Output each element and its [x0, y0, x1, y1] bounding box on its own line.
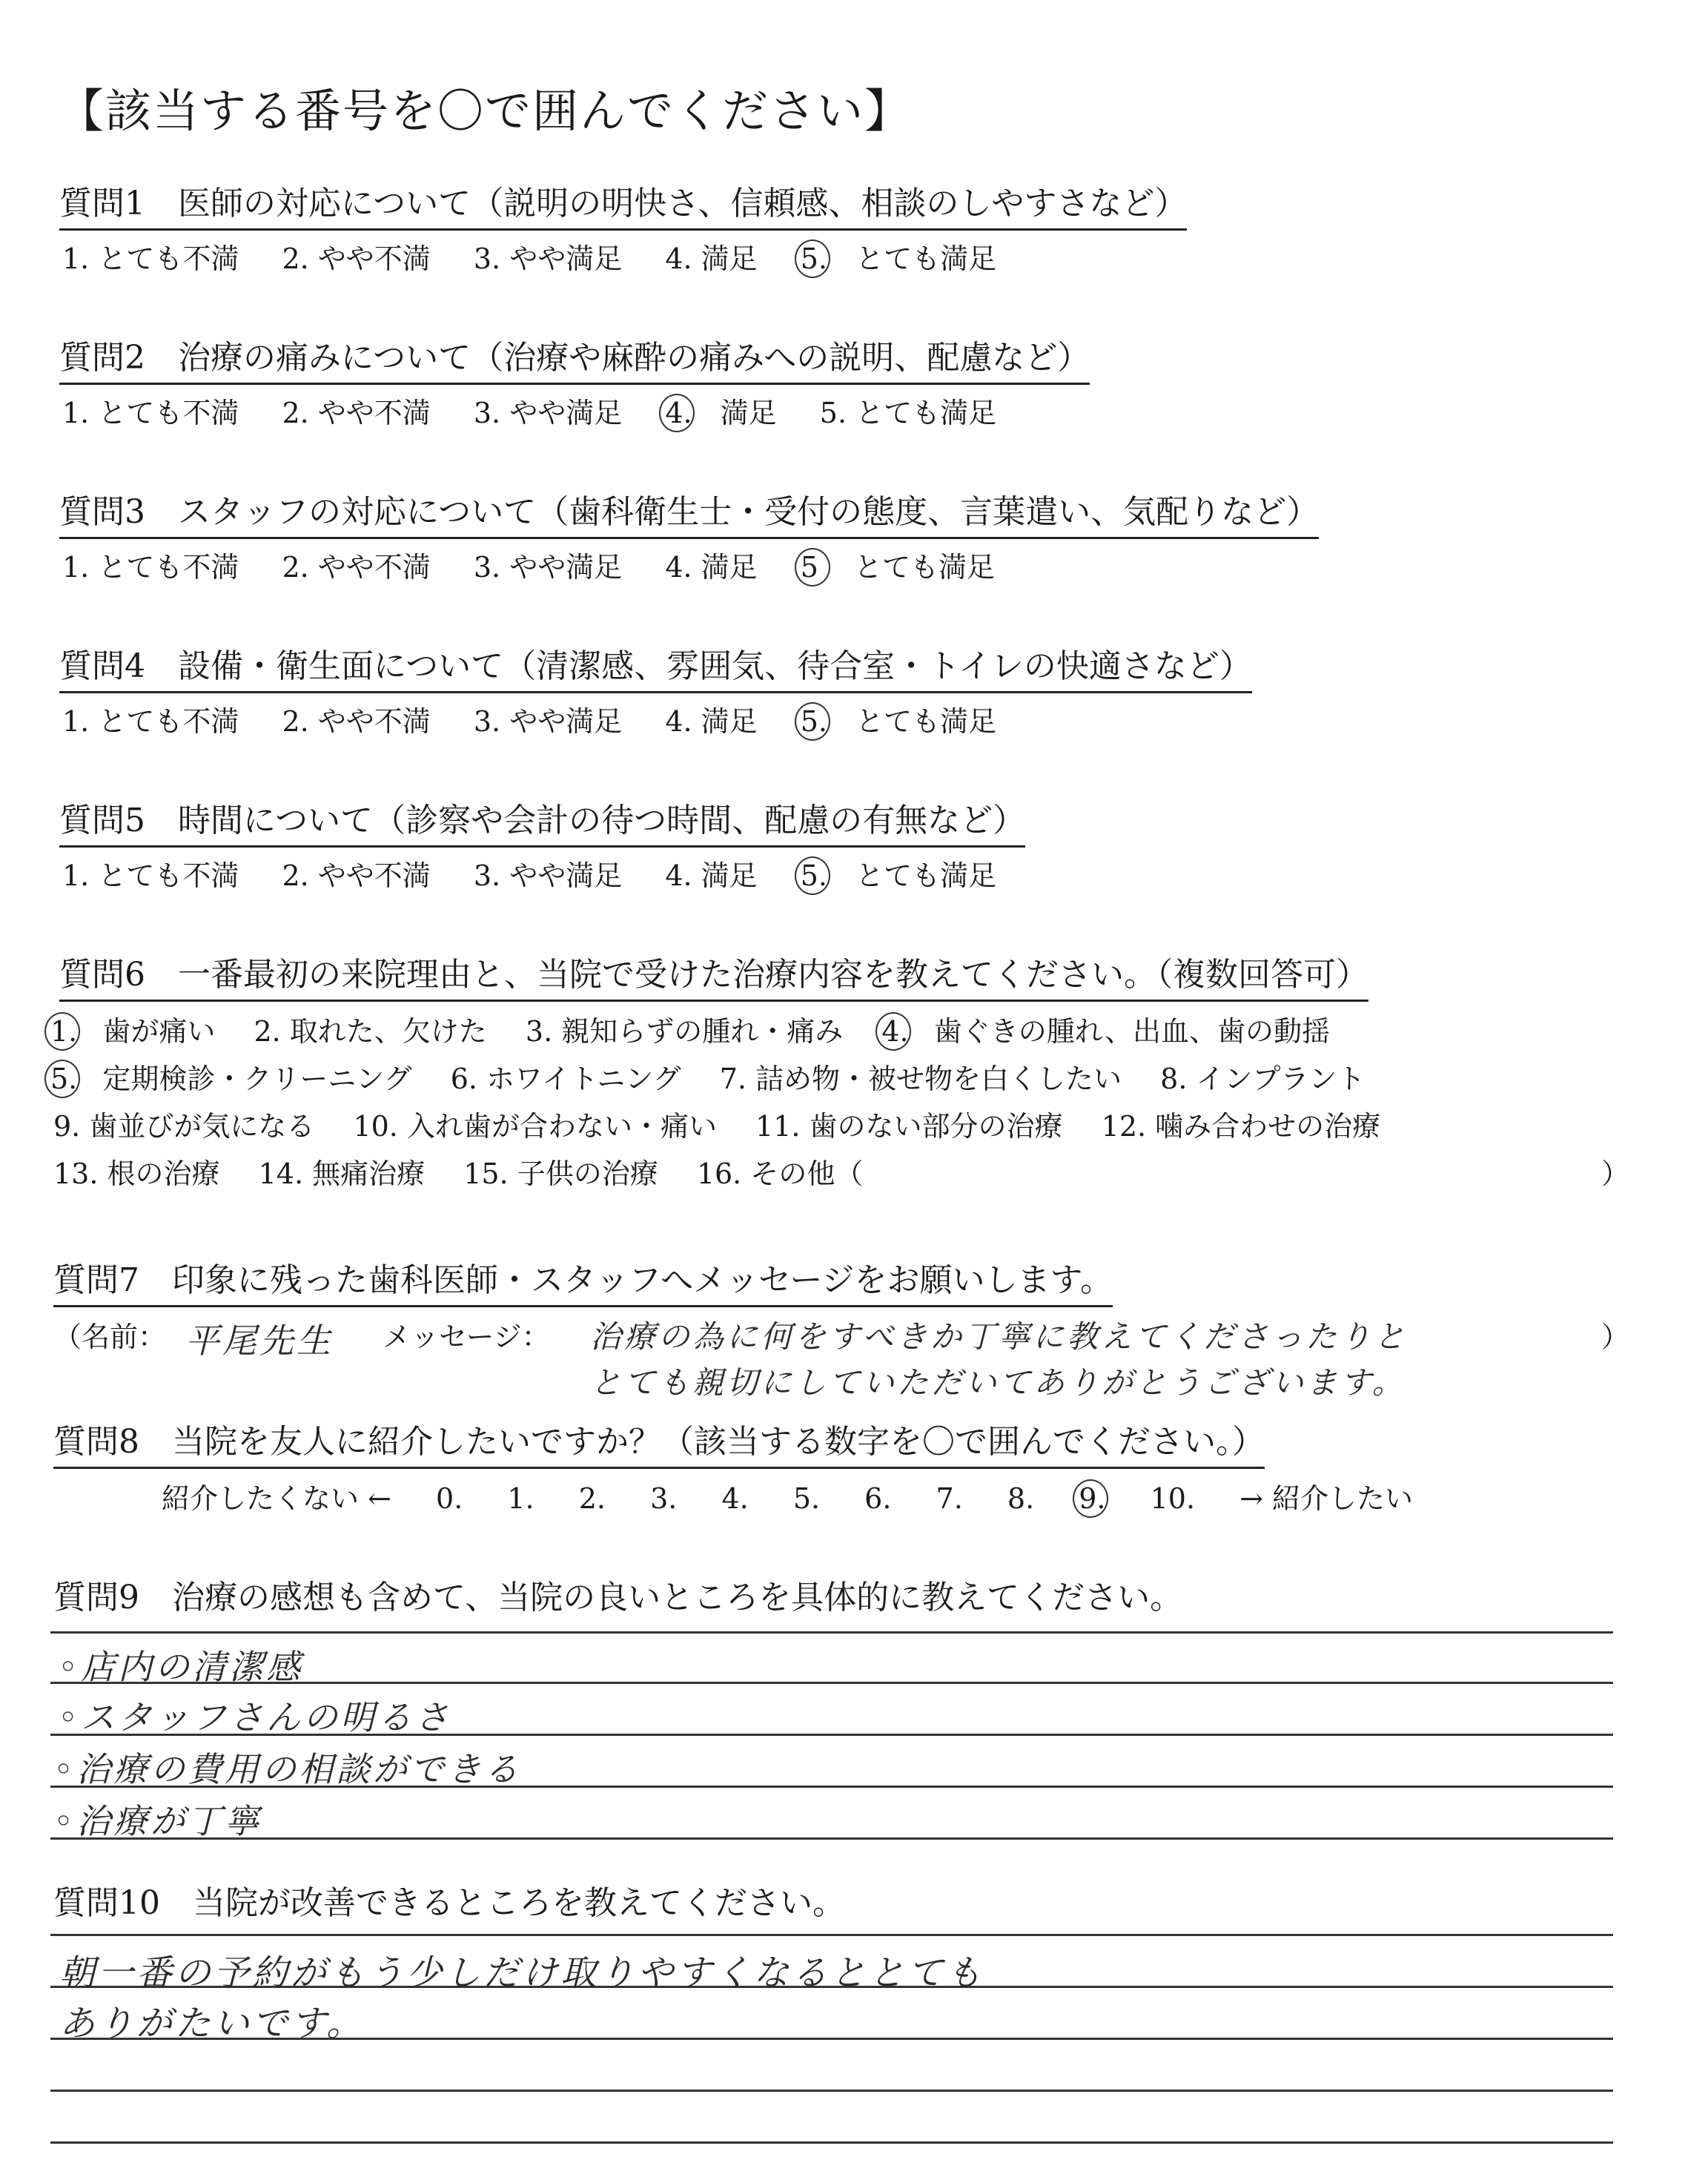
- q9-answer-3[interactable]: ◦治療の費用の相談ができる: [53, 1749, 522, 1789]
- option[interactable]: 1. とても不満: [62, 705, 239, 738]
- option-selected[interactable]: 4.: [665, 397, 692, 429]
- answer-line: [50, 2090, 1613, 2092]
- option[interactable]: 3. やや満足: [473, 551, 623, 584]
- question-6-row-3: [53, 1103, 1380, 1144]
- option[interactable]: 16. その他（: [696, 1157, 864, 1190]
- scale-value[interactable]: 4.: [721, 1482, 749, 1515]
- option[interactable]: 14. 無痛治療: [258, 1157, 426, 1190]
- option[interactable]: 11. 歯のない部分の治療: [755, 1110, 1063, 1143]
- question-2-title: 質問2 治療の痛みについて（治療や麻酔の痛みへの説明、配慮など）: [59, 331, 1090, 385]
- option-selected[interactable]: 5: [800, 551, 818, 584]
- option-selected[interactable]: 5.: [800, 859, 828, 892]
- question-6-row-2: [50, 1056, 1366, 1097]
- scale-value-selected[interactable]: 9.: [1079, 1482, 1106, 1515]
- question-6-title: 質問6 一番最初の来院理由と、当院で受けた治療内容を教えてください。（複数回答可）: [59, 948, 1368, 1002]
- question-1-title: 質問1 医師の対応について（説明の明快さ、信頼感、相談のしやすさなど）: [59, 176, 1187, 231]
- option[interactable]: 2. 取れた、欠けた: [254, 1015, 487, 1048]
- option[interactable]: 4. 満足: [665, 859, 758, 892]
- question-3-options: [62, 544, 995, 585]
- option[interactable]: 8. インプラント: [1160, 1063, 1366, 1095]
- option[interactable]: 2. やや不満: [282, 242, 431, 275]
- scale-value[interactable]: 0.: [436, 1482, 463, 1515]
- option[interactable]: 2. やや不満: [282, 397, 431, 429]
- option-selected[interactable]: 5.: [800, 242, 828, 275]
- message-prefix: メッセージ：: [383, 1321, 550, 1353]
- option[interactable]: 歯ぐきの腫れ、出血、歯の動揺: [933, 1015, 1330, 1048]
- option[interactable]: 3. やや満足: [473, 397, 623, 429]
- option[interactable]: 4. 満足: [665, 551, 758, 584]
- other-close-paren: ）: [1601, 1157, 1630, 1190]
- option[interactable]: 7. 詰め物・被せ物を白くしたい: [719, 1063, 1122, 1095]
- option[interactable]: とても満足: [854, 551, 996, 584]
- option[interactable]: 10. 入れ歯が合わない・痛い: [353, 1110, 717, 1143]
- scale-right-label: → 紹介したい: [1239, 1482, 1414, 1515]
- option[interactable]: 3. やや満足: [473, 859, 623, 892]
- scale-value[interactable]: 1.: [507, 1482, 534, 1515]
- question-9-title: 質問9 治療の感想も含めて、当院の良いところを具体的に教えてください。: [53, 1579, 1183, 1616]
- option-selected[interactable]: 5.: [800, 705, 828, 738]
- question-1-options: [62, 236, 996, 277]
- question-8-title: 質問8 当院を友人に紹介したいですか？（該当する数字を〇で囲んでください。）: [53, 1415, 1265, 1469]
- question-6-row-1: [50, 1008, 1330, 1049]
- question-2-options: [62, 390, 996, 431]
- option-selected[interactable]: 4.: [881, 1015, 909, 1048]
- option[interactable]: 4. 満足: [665, 242, 758, 275]
- option-selected[interactable]: 5.: [50, 1063, 78, 1095]
- scale-left-label: 紹介したくない ←: [162, 1482, 391, 1515]
- option[interactable]: 15. 子供の治療: [463, 1157, 658, 1190]
- option[interactable]: 1. とても不満: [62, 859, 239, 892]
- scale-value[interactable]: 2.: [578, 1482, 606, 1515]
- scale-value[interactable]: 7.: [936, 1482, 963, 1515]
- answer-line: [50, 2141, 1613, 2144]
- q9-answer-2[interactable]: ◦スタッフさんの明るさ: [58, 1697, 452, 1737]
- option[interactable]: 9. 歯並びが気になる: [53, 1110, 315, 1143]
- option[interactable]: 3. やや満足: [473, 705, 623, 738]
- question-4-options: [62, 698, 996, 739]
- option[interactable]: 12. 噛み合わせの治療: [1101, 1110, 1381, 1143]
- option[interactable]: 2. やや不満: [282, 859, 431, 892]
- scale-value[interactable]: 3.: [650, 1482, 678, 1515]
- option[interactable]: 13. 根の治療: [53, 1157, 220, 1190]
- option[interactable]: とても満足: [855, 705, 997, 738]
- option[interactable]: 1. とても不満: [62, 397, 239, 429]
- option[interactable]: 4. 満足: [665, 705, 758, 738]
- option[interactable]: 6. ホワイトニング: [450, 1063, 681, 1095]
- name-prefix: （名前：: [53, 1321, 167, 1353]
- option[interactable]: 定期検診・クリーニング: [102, 1063, 412, 1095]
- page-title: 【該当する番号を〇で囲んでください】: [58, 84, 913, 138]
- q9-answer-1[interactable]: ◦店内の清潔感: [58, 1647, 304, 1687]
- message-close-paren: ）: [1601, 1321, 1630, 1353]
- question-4-title: 質問4 設備・衛生面について（清潔感、雰囲気、待合室・トイレの快適さなど）: [59, 639, 1252, 693]
- option[interactable]: 2. やや不満: [282, 705, 431, 738]
- scale-value[interactable]: 5.: [792, 1482, 821, 1515]
- option[interactable]: 1. とても不満: [62, 242, 239, 275]
- answer-line: [50, 1631, 1613, 1634]
- option[interactable]: 満足: [720, 397, 777, 429]
- answer-line: [50, 1934, 1613, 1936]
- option[interactable]: 1. とても不満: [62, 551, 239, 584]
- question-3-title: 質問3 スタッフの対応について（歯科衛生士・受付の態度、言葉遣い、気配りなど）: [59, 485, 1319, 539]
- name-value[interactable]: 平尾先生: [185, 1321, 334, 1361]
- option[interactable]: とても満足: [855, 242, 997, 275]
- option[interactable]: とても満足: [855, 859, 997, 892]
- option[interactable]: 3. やや満足: [473, 242, 623, 275]
- question-7-title: 質問7 印象に残った歯科医師・スタッフへメッセージをお願いします。: [53, 1253, 1113, 1307]
- scale-value[interactable]: 10.: [1150, 1482, 1196, 1515]
- message-line-2[interactable]: とても親切にしていただいてありがとうございます。: [590, 1364, 1406, 1401]
- question-6-row-4: [53, 1151, 893, 1192]
- question-5-options: [62, 853, 996, 894]
- answer-line: [50, 1837, 1613, 1840]
- question-10-title: 質問10 当院が改善できるところを教えてください。: [53, 1884, 845, 1922]
- option[interactable]: 2. やや不満: [282, 551, 431, 584]
- option-selected[interactable]: 1.: [50, 1015, 78, 1048]
- option[interactable]: 歯が痛い: [102, 1015, 216, 1048]
- question-5-title: 質問5 時間について（診察や会計の待つ時間、配慮の有無など）: [59, 793, 1025, 848]
- q9-answer-4[interactable]: ◦治療が丁寧: [53, 1801, 262, 1841]
- recommend-scale: [162, 1476, 1413, 1516]
- message-line-1[interactable]: 治療の為に何をすべきか丁寧に教えてくださったりと: [590, 1318, 1409, 1355]
- q10-answer-1[interactable]: 朝一番の予約がもう少しだけ取りやすくなるととても: [59, 1952, 985, 1994]
- scale-value[interactable]: 8.: [1007, 1482, 1035, 1515]
- scale-value[interactable]: 6.: [864, 1482, 892, 1515]
- q10-answer-2[interactable]: ありがたいです。: [59, 2003, 365, 2044]
- option[interactable]: 5. とても満足: [819, 397, 997, 429]
- option[interactable]: 3. 親知らずの腫れ・痛み: [525, 1015, 844, 1048]
